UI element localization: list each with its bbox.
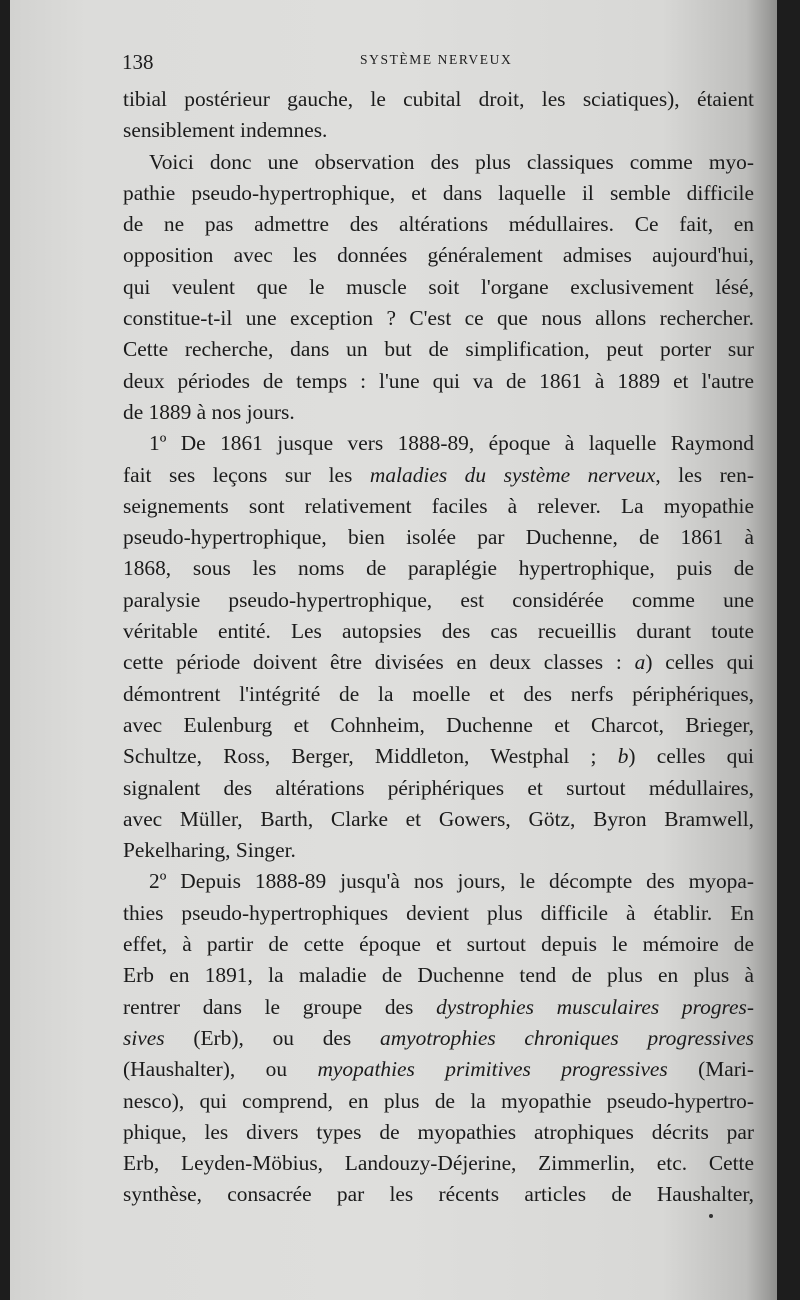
text-line: véritable entité. Les autopsies des cas recueillis durant toute — [123, 619, 754, 644]
text-line: tibial postérieur gauche, le cubital droit, les sciatiques), étaient — [123, 87, 754, 111]
text-line: Voici donc une observation des plus classiques comme myo- — [149, 149, 754, 174]
text-line: cette période doivent être divisées en deux classes : a) celles qui — [123, 650, 754, 675]
text-line: de 1889 à nos jours. — [123, 399, 295, 424]
text-line: constitue-t-il une exception ? C'est ce que nous allons rechercher. — [123, 306, 754, 331]
text-line: Pekelharing, Singer. — [123, 838, 296, 863]
text-line: synthèse, consacrée par les récents articles de Haushalter, — [123, 1182, 754, 1207]
text-line: effet, à partir de cette époque et surtout depuis le mémoire de — [123, 932, 754, 957]
text-line: nesco), qui comprend, en plus de la myopathie pseudo-hypertro- — [123, 1088, 754, 1113]
text-line: pseudo-hypertrophique, bien isolée par Duchenne, de 1861 à — [123, 525, 754, 550]
text-line: avec Eulenburg et Cohnheim, Duchenne et Charcot, Brieger, — [123, 712, 754, 737]
text-line: 1º De 1861 jusque vers 1888-89, époque à laquelle Raymond — [149, 431, 754, 456]
page-header — [122, 46, 730, 76]
running-head: SYSTÈME NERVEUX — [360, 52, 513, 67]
text-line: rentrer dans le groupe des dystrophies musculaires progres- — [123, 994, 754, 1019]
text-line: 2º Depuis 1888-89 jusqu'à nos jours, le décompte des myopa- — [149, 869, 754, 894]
text-line: Schultze, Ross, Berger, Middleton, Westphal ; b) celles qui — [123, 744, 754, 769]
body-text — [123, 84, 754, 1211]
text-line: qui veulent que le muscle soit l'organe exclusivement lésé, — [123, 274, 754, 299]
text-line: deux périodes de temps : l'une qui va de 1861 à 1889 et l'autre — [123, 368, 754, 393]
text-line: seignements sont relativement faciles à relever. La myopathie — [123, 493, 754, 518]
text-line: Erb, Leyden-Möbius, Landouzy-Déjerine, Zimmerlin, etc. Cette — [123, 1151, 754, 1176]
text-line: de ne pas admettre des altérations médullaires. Ce fait, en — [123, 212, 754, 237]
text-line: fait ses leçons sur les maladies du système nerveux, les ren- — [123, 462, 754, 487]
text-line: sensiblement indemnes. — [123, 118, 328, 143]
text-line: thies pseudo-hypertrophiques devient plus difficile à établir. En — [123, 900, 754, 925]
text-line: opposition avec les données généralement admises aujourd'hui, — [123, 243, 754, 268]
text-line: avec Müller, Barth, Clarke et Gowers, Götz, Byron Bramwell, — [123, 806, 754, 831]
text-line: phique, les divers types de myopathies atrophiques décrits par — [123, 1119, 754, 1144]
text-line: 1868, sous les noms de paraplégie hypertrophique, puis de — [123, 556, 754, 581]
text-line: (Haushalter), ou myopathies primitives progressives (Mari- — [123, 1057, 754, 1082]
text-line: sives (Erb), ou des amyotrophies chroniques progressives — [123, 1025, 754, 1050]
text-line: Cette recherche, dans un but de simplification, peut porter sur — [123, 337, 754, 362]
text-line: signalent des altérations périphériques et surtout médullaires, — [123, 775, 754, 800]
text-line: paralysie pseudo-hypertrophique, est considérée comme une — [123, 587, 754, 612]
text-line: démontrent l'intégrité de la moelle et des nerfs périphériques, — [123, 681, 754, 706]
page-number: 138 — [122, 50, 154, 74]
text-line: pathie pseudo-hypertrophique, et dans laquelle il semble difficile — [123, 180, 754, 205]
book-page — [10, 0, 777, 1300]
text-line: Erb en 1891, la maladie de Duchenne tend de plus en plus à — [123, 963, 754, 988]
ink-speck — [709, 1214, 713, 1218]
